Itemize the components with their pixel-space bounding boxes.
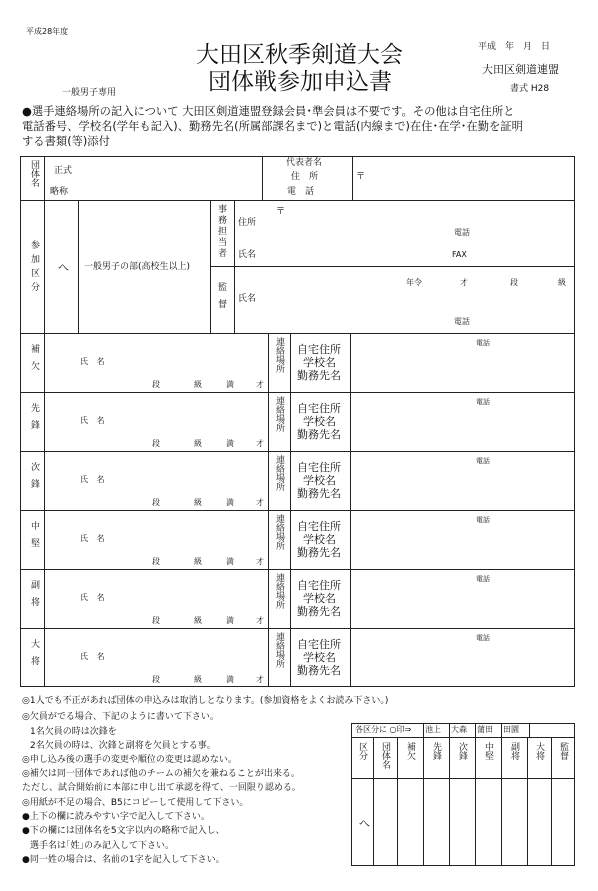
team-formal-label: 正式 <box>54 166 73 176</box>
team-name-label: 団体名 <box>29 160 39 187</box>
player-dan-label: 段 <box>152 439 160 448</box>
player-home-label: 自宅住所 <box>297 520 341 533</box>
summary-col-5: 次鋒 <box>457 742 467 760</box>
summary-col-7: 副将 <box>509 742 519 760</box>
player-row-6 <box>0 628 598 687</box>
player-position-label: 大将 <box>29 639 39 673</box>
player-name-field[interactable] <box>104 413 264 427</box>
supervisor-dan-label: 段 <box>510 278 518 287</box>
manager-fax-label: FAX <box>452 250 467 259</box>
player-era-label: 満 <box>226 557 234 566</box>
player-name-field[interactable] <box>104 354 264 368</box>
federation-name: 大田区剣道連盟 <box>482 63 559 76</box>
form-title-line2: 団体戦参加申込書 <box>208 69 392 95</box>
summary-col-9: 監督 <box>558 742 568 760</box>
player-position-label: 副将 <box>29 580 39 614</box>
player-era-label: 満 <box>226 616 234 625</box>
player-home-label: 自宅住所 <box>297 461 341 474</box>
notice-line1: ●選手連絡場所の記入について 大田区剣道連盟登録会員･準会員は不要です。その他は自宅住所と <box>22 105 515 118</box>
summary-cell-3[interactable] <box>398 780 422 864</box>
manager-name-field[interactable] <box>262 247 442 261</box>
player-position-label: 補欠 <box>29 344 39 378</box>
player-kyu-label: 級 <box>194 380 202 389</box>
division-mark: へ <box>58 261 69 274</box>
rep-phone-label: 電 話 <box>287 187 315 197</box>
player-era-label: 満 <box>226 675 234 684</box>
player-school-label: 学校名 <box>303 474 336 487</box>
player-era-label: 満 <box>226 439 234 448</box>
player-name-field[interactable] <box>104 472 264 486</box>
player-school-label: 学校名 <box>303 415 336 428</box>
player-home-label: 自宅住所 <box>297 343 341 356</box>
supervisor-phone-label: 電話 <box>454 317 470 326</box>
player-name-label: 氏 名 <box>80 357 105 366</box>
player-work-label: 勤務先名 <box>297 546 341 559</box>
player-contact-label: 連絡場所 <box>274 514 284 550</box>
player-home-label: 自宅住所 <box>297 402 341 415</box>
player-contact-label: 連絡場所 <box>274 455 284 491</box>
manager-name-label: 氏名 <box>238 250 257 260</box>
player-age-label: 才 <box>256 557 264 566</box>
player-dan-label: 段 <box>152 557 160 566</box>
rep-info-field[interactable] <box>366 160 571 196</box>
rep-address-label: 住 所 <box>291 172 319 182</box>
summary-division-mark: へ <box>359 817 370 830</box>
note-line-3: 1名欠員の時は次鋒を <box>30 727 117 737</box>
player-name-label: 氏 名 <box>80 416 105 425</box>
summary-option-1[interactable]: 池上 <box>425 725 441 734</box>
player-kyu-label: 級 <box>194 498 202 507</box>
player-kyu-label: 級 <box>194 675 202 684</box>
notice-line3: する書類(等)添付 <box>22 135 110 148</box>
player-dan-label: 段 <box>152 675 160 684</box>
player-phone-label: 電話 <box>476 575 490 583</box>
player-name-label: 氏 名 <box>80 475 105 484</box>
player-school-label: 学校名 <box>303 651 336 664</box>
player-work-label: 勤務先名 <box>297 369 341 382</box>
player-row-2 <box>0 392 598 451</box>
player-home-label: 自宅住所 <box>297 579 341 592</box>
player-contact-field[interactable] <box>354 632 572 684</box>
summary-option-3[interactable]: 蒲田 <box>477 725 493 734</box>
player-contact-label: 連絡場所 <box>274 337 284 373</box>
player-work-label: 勤務先名 <box>297 664 341 677</box>
player-row-1 <box>0 333 598 392</box>
note-line-9: ●上下の欄に読みやすい字で記入して下さい。 <box>22 812 210 822</box>
summary-col-1: 区分 <box>357 742 367 760</box>
player-contact-field[interactable] <box>354 455 572 507</box>
summary-col-2: 団体名 <box>380 742 390 769</box>
rep-postal-mark: 〒 <box>356 172 366 182</box>
player-work-label: 勤務先名 <box>297 487 341 500</box>
team-formal-field[interactable] <box>80 162 260 178</box>
date-line: 平成 年 月 日 <box>478 42 551 52</box>
summary-cell-8[interactable] <box>528 780 550 864</box>
form-title-line1: 大田区秋季剣道大会 <box>196 42 403 68</box>
player-name-label: 氏 名 <box>80 652 105 661</box>
supervisor-label: 監督 <box>216 282 226 316</box>
summary-option-2[interactable]: 大森 <box>451 725 467 734</box>
player-phone-label: 電話 <box>476 339 490 347</box>
note-line-2: ◎欠員がでる場合、下記のように書いて下さい。 <box>22 712 219 722</box>
player-kyu-label: 級 <box>194 616 202 625</box>
note-line-1: ◎1人でも不正があれば団体の申込みは取消しとなります。(参加資格をよくお読み下さい。) <box>22 696 389 706</box>
player-work-label: 勤務先名 <box>297 605 341 618</box>
summary-col-6: 中堅 <box>483 742 493 760</box>
note-line-8: ◎用紙が不足の場合、B5にコピーして使用して下さい。 <box>22 798 249 808</box>
note-line-6: ◎補欠は同一団体であれば他のチームの補欠を兼ねることが出来る。 <box>22 769 300 779</box>
note-line-12: ●同一姓の場合は、名前の1字を記入して下さい。 <box>22 855 225 865</box>
year-tag: 平成28年度 <box>26 27 69 36</box>
player-contact-field[interactable] <box>354 514 572 566</box>
player-contact-field[interactable] <box>354 396 572 448</box>
player-school-label: 学校名 <box>303 533 336 546</box>
note-line-11: 選手名は｢姓｣のみ記入して下さい。 <box>30 841 175 851</box>
player-row-3 <box>0 451 598 510</box>
player-dan-label: 段 <box>152 498 160 507</box>
player-contact-field[interactable] <box>354 337 572 389</box>
player-name-label: 氏 名 <box>80 534 105 543</box>
division-name: 一般男子の部(高校生以上) <box>84 262 191 272</box>
player-position-label: 次鋒 <box>29 462 39 496</box>
note-line-10: ●下の欄には団体名を5文字以内の略称で記入し、 <box>22 826 225 836</box>
player-phone-label: 電話 <box>476 457 490 465</box>
team-short-field[interactable] <box>80 184 260 198</box>
note-line-7: ただし、試合開始前に本部に申し出て承認を得て、一回限り認める。 <box>22 783 301 793</box>
summary-option-4[interactable]: 田園 <box>503 725 519 734</box>
player-contact-label: 連絡場所 <box>274 632 284 668</box>
player-kyu-label: 級 <box>194 439 202 448</box>
form-code: 書式 H28 <box>510 84 550 94</box>
summary-col-3: 補欠 <box>405 742 415 760</box>
player-name-label: 氏 名 <box>80 593 105 602</box>
form-subtitle: 一般男子専用 <box>62 88 117 98</box>
manager-address-label: 住所 <box>238 218 257 228</box>
player-dan-label: 段 <box>152 380 160 389</box>
player-work-label: 勤務先名 <box>297 428 341 441</box>
player-contact-field[interactable] <box>354 573 572 625</box>
supervisor-age-label: 才 <box>460 278 468 287</box>
supervisor-name-label: 氏名 <box>238 294 257 304</box>
player-phone-label: 電話 <box>476 634 490 642</box>
player-row-4 <box>0 510 598 569</box>
notice-line2: 電話番号、学校名(学年も記入)、勤務先名(所属部課名まで)と電話(内線まで)在住･在学･在勤を証明 <box>22 120 523 133</box>
summary-cell-9[interactable] <box>552 780 574 864</box>
summary-col-4: 先鋒 <box>431 742 441 760</box>
note-line-5: ◎申し込み後の選手の変更や順位の変更は認めない。 <box>22 755 237 765</box>
manager-phone-label: 電話 <box>454 228 470 237</box>
summary-cell-6[interactable] <box>476 780 500 864</box>
player-dan-label: 段 <box>152 616 160 625</box>
supervisor-kyu-label: 級 <box>558 278 566 287</box>
player-row-5 <box>0 569 598 628</box>
summary-cell-5[interactable] <box>450 780 474 864</box>
player-kyu-label: 級 <box>194 557 202 566</box>
player-position-label: 先鋒 <box>29 403 39 437</box>
player-era-label: 満 <box>226 380 234 389</box>
manager-postal-mark: 〒 <box>276 207 286 217</box>
summary-header-label: 各区分に ○印⇒ <box>355 725 412 734</box>
player-school-label: 学校名 <box>303 356 336 369</box>
player-name-field[interactable] <box>104 531 264 545</box>
summary-cell-4[interactable] <box>424 780 448 864</box>
supervisor-name-field[interactable] <box>262 290 442 304</box>
player-contact-label: 連絡場所 <box>274 573 284 609</box>
team-short-label: 略称 <box>50 187 69 197</box>
player-name-field[interactable] <box>104 649 264 663</box>
player-age-label: 才 <box>256 498 264 507</box>
supervisor-era-label: 年令 <box>406 278 422 287</box>
division-label: 参加区分 <box>29 240 39 296</box>
player-age-label: 才 <box>256 439 264 448</box>
manager-label: 事務担当者 <box>216 204 226 259</box>
player-school-label: 学校名 <box>303 592 336 605</box>
player-age-label: 才 <box>256 675 264 684</box>
manager-address-field[interactable] <box>262 214 442 228</box>
player-phone-label: 電話 <box>476 398 490 406</box>
player-phone-label: 電話 <box>476 516 490 524</box>
summary-col-8: 大将 <box>534 742 544 760</box>
player-contact-label: 連絡場所 <box>274 396 284 432</box>
player-age-label: 才 <box>256 380 264 389</box>
summary-cell-7[interactable] <box>502 780 526 864</box>
player-home-label: 自宅住所 <box>297 638 341 651</box>
player-age-label: 才 <box>256 616 264 625</box>
player-name-field[interactable] <box>104 590 264 604</box>
player-era-label: 満 <box>226 498 234 507</box>
note-line-4: 2名欠員の時は、次鋒と副将を欠員とする事。 <box>30 741 216 751</box>
rep-name-label: 代表者名 <box>286 158 323 168</box>
summary-cell-2[interactable] <box>374 780 396 864</box>
player-position-label: 中堅 <box>29 521 39 555</box>
